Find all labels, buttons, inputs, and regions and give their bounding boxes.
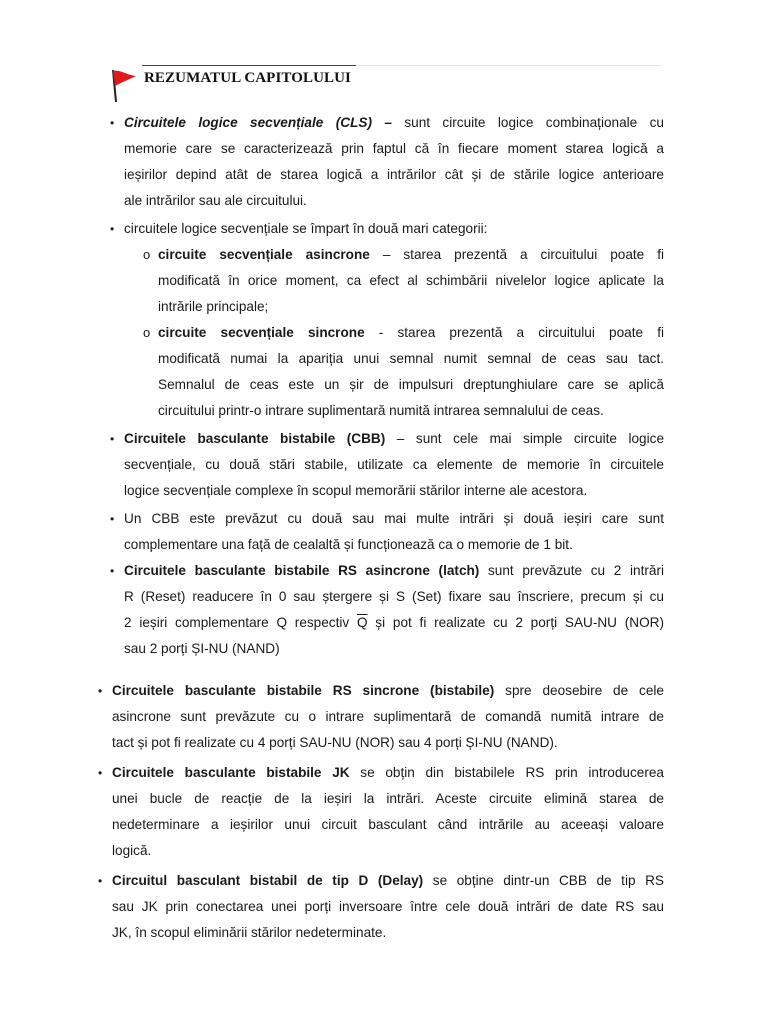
list-item-cbb bbox=[124, 426, 664, 504]
text-line: JK, în scopul eliminării stărilor nedeterminate. bbox=[112, 925, 387, 940]
bullet: • bbox=[110, 222, 115, 236]
text-line: R (Reset) readucere în 0 sau ștergere și S (Set) fixare sau înscriere, precum și cu bbox=[124, 589, 664, 604]
text-line bbox=[112, 760, 664, 786]
text-line: ieșirilor depind atât de starea logică a intrărilor cât și de stările logice anterioare bbox=[124, 167, 664, 182]
chapter-summary-header bbox=[108, 62, 664, 102]
list-item-sync bbox=[158, 320, 664, 424]
list-item-rs-async bbox=[124, 558, 664, 662]
text: - starea prezentă a circuitului poate fi bbox=[364, 325, 664, 340]
text-line: modificată numai la apariția unui semnal numit semnal de ceas sau tact. bbox=[158, 351, 664, 366]
bullet: • bbox=[98, 874, 103, 888]
text-line: modificată în orice moment, ca efect al schimbării nivelelor logice aplicate la bbox=[158, 273, 664, 288]
text-line: logice secvențiale complexe în scopul memorării stărilor interne ale acestora. bbox=[124, 483, 588, 498]
text-line bbox=[158, 242, 664, 268]
term: Circuitele basculante bistabile JK bbox=[112, 765, 350, 780]
term: Circuitele basculante bistabile RS sincrone (bistabile) bbox=[112, 683, 495, 698]
term: Circuitele logice secvențiale (CLS) – bbox=[124, 115, 392, 130]
text-line: Un CBB este prevăzut cu două sau mai multe intrări și două ieșiri care sunt bbox=[124, 511, 664, 526]
text: se obține dintr-un CBB de tip RS bbox=[423, 873, 664, 888]
text-line: ale intrărilor sau ale circuitului. bbox=[124, 193, 307, 208]
list-item-cbb-inputs bbox=[124, 506, 664, 558]
text: spre deosebire de cele bbox=[494, 683, 664, 698]
text-line: asincrone sunt prevăzute cu o intrare suplimentară de comandă numită intrare de bbox=[112, 709, 664, 724]
term: Circuitele basculante bistabile RS asincrone (latch) bbox=[124, 563, 480, 578]
list-item-jk bbox=[112, 760, 664, 864]
bullet: • bbox=[110, 512, 115, 526]
text-line bbox=[112, 678, 664, 704]
list-item-cls bbox=[124, 110, 664, 214]
header-rule bbox=[142, 65, 356, 66]
bullet: • bbox=[110, 564, 115, 578]
text-line: sau 2 porți ȘI-NU (NAND) bbox=[124, 641, 280, 656]
text-line: logică. bbox=[112, 843, 152, 858]
bullet: • bbox=[110, 432, 115, 446]
text: – starea prezentă a circuitului poate fi bbox=[369, 247, 664, 262]
bullet: • bbox=[98, 684, 103, 698]
sub-bullet: o bbox=[143, 247, 151, 262]
text-line bbox=[124, 110, 664, 136]
text: și pot fi realizate cu 2 porți SAU-NU (NOR) bbox=[367, 615, 665, 630]
text-line: complementare una față de cealaltă și funcționează ca o memorie de 1 bit. bbox=[124, 537, 573, 552]
text-line: intrările principale; bbox=[158, 299, 269, 314]
text-line: Semnalul de ceas este un șir de impulsuri dreptunghiulare care se aplică bbox=[158, 377, 664, 392]
text-line bbox=[124, 426, 664, 452]
text: – sunt cele mai simple circuite logice bbox=[385, 431, 664, 446]
text-line: unei bucle de reacție de la ieșiri la intrări. Aceste circuite elimină starea de bbox=[112, 791, 664, 806]
header-rule-faint bbox=[358, 65, 662, 66]
text-line: sau JK prin conectarea unei porți inversoare între cele două intrări de date RS sau bbox=[112, 899, 664, 914]
text-line: nedeterminare a ieșirilor unui circuit basculant când intrările au aceeași valoare bbox=[112, 817, 664, 832]
text-line: tact și pot fi realizate cu 4 porți SAU-NU (NOR) sau 4 porți ȘI-NU (NAND). bbox=[112, 735, 558, 750]
text-line bbox=[158, 320, 664, 346]
bullet: • bbox=[110, 116, 115, 130]
term: circuite secvențiale sincrone bbox=[158, 325, 365, 340]
list-item-rs-sync bbox=[112, 678, 664, 756]
sub-bullet: o bbox=[143, 325, 151, 340]
text-line: memorie care se caracterizează prin faptul că în fiecare moment starea logică a bbox=[124, 141, 664, 156]
q-negated-symbol: $\overline{Q}$ bbox=[356, 615, 368, 630]
text-line bbox=[124, 558, 664, 584]
text-line: circuitele logice secvențiale se împart în două mari categorii: bbox=[124, 221, 488, 236]
text-line bbox=[124, 610, 664, 636]
list-item-async bbox=[158, 242, 664, 320]
text: se obțin din bistabilele RS prin introducerea bbox=[349, 765, 664, 780]
page-title: REZUMATUL CAPITOLULUI bbox=[144, 70, 351, 86]
text: sunt prevăzute cu 2 intrări bbox=[479, 563, 664, 578]
term: circuite secvențiale asincrone bbox=[158, 247, 370, 262]
text: 2 ieșiri complementare Q respectiv bbox=[124, 615, 357, 630]
red-flag-icon bbox=[108, 66, 138, 102]
term: Circuitele basculante bistabile (CBB) bbox=[124, 431, 386, 446]
text-line bbox=[112, 868, 664, 894]
text-line: secvențiale, cu două stări stabile, utilizate ca elemente de memorie în circuitele bbox=[124, 457, 664, 472]
text: sunt circuite logice combinaționale cu bbox=[391, 115, 664, 130]
text-line: circuitului printr-o intrare suplimentară numită intrarea semnalului de ceas. bbox=[158, 403, 604, 418]
bullet: • bbox=[98, 766, 103, 780]
list-item-d bbox=[112, 868, 664, 946]
term: Circuitul basculant bistabil de tip D (Delay) bbox=[112, 873, 424, 888]
list-item-categories bbox=[124, 216, 664, 242]
